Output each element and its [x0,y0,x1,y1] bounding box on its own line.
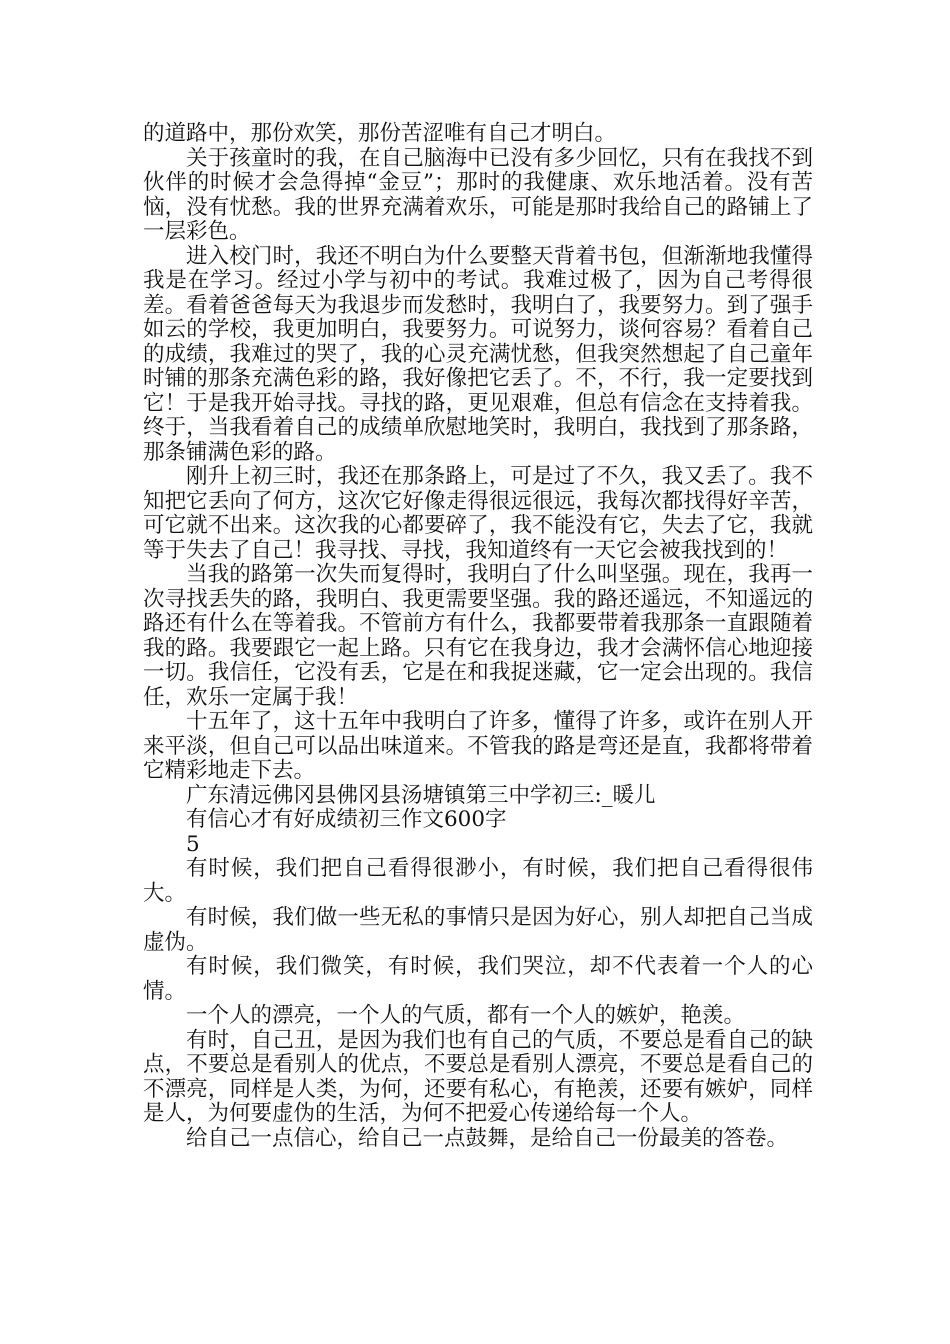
paragraph: 当我的路第一次失而复得时，我明白了什么叫坚强。现在，我再一次寻找丢失的路，我明白、我更需要坚强。我的路还遥远，不知遥远的路还有什么在等着我。不管前方有什么，我都要带着我那条一直跟随着我的路。我要跟它一起上路。只有它在我身边，我才会满怀信心地迎接一切。我信任，它没有丢，它是在和我捉迷藏，它一定会出现的。我信任，欢乐一定属于我！ [143,562,813,710]
author-line: 广东清远佛冈县佛冈县汤塘镇第三中学初三:_暖儿 [186,782,656,808]
paragraph: 的道路中，那份欢笑，那份苦涩唯有自己才明白。 [143,121,617,146]
paragraph: 十五年了，这十五年中我明白了许多，懂得了许多，或许在别人开来平淡，但自己可以品出味道来。不管我的路是弯还是直，我都将带着它精彩地走下去。 [143,709,813,783]
paragraph: 进入校门时，我还不明白为什么要整天背着书包，但渐渐地我懂得我是在学习。经过小学与初中的考试。我难过极了，因为自己考得很差。看着爸爸每天为我退步而发愁时，我明白了，我要努力。到了强手如云的学校，我更加明白，我要努力。可说努力，谈何容易？看着自己的成绩，我难过的哭了，我的心灵充满忧愁，但我突然想起了自己童年时铺的那条充满色彩的路，我好像把它丢了。不，不行，我一定要找到它！于是我开始寻找。寻找的路，更见艰难，但总有信念在支持着我。终于，当我看着自己的成绩单欣慰地笑时，我明白，我找到了那条路，那条铺满色彩的路。 [143,243,813,465]
paragraph: 刚升上初三时，我还在那条路上，可是过了不久，我又丢了。我不知把它丢向了何方，这次它好像走得很远很远，我每次都找得好辛苦，可它就不出来。这次我的心都要碎了，我不能没有它，失去了它，我就等于失去了自己！我寻找、寻找，我知道终有一天它会被我找到的！ [143,464,813,563]
paragraph: 一个人的漂亮，一个人的气质，都有一个人的嫉妒，艳羡。 [186,1003,746,1028]
paragraph: 有时候，我们把自己看得很渺小，有时候，我们把自己看得很伟大。 [143,856,813,906]
essay-title: 有信心才有好成绩初三作文600字 [186,807,507,832]
paragraph: 给自己一点信心，给自己一点鼓舞，是给自己一份最美的答卷。 [186,1125,789,1151]
paragraph: 有时，自己丑，是因为我们也有自己的气质，不要总是看自己的缺点，不要总是看别人的优点，不要总是看别人漂亮，不要总是看自己的不漂亮，同样是人类，为何，还要有私心，有艳羡，还要有嫉妒，同样是人，为何要虚伪的生活，为何不把爱心传递给每一个人。 [143,1027,813,1126]
paragraph: 关于孩童时的我，在自己脑海中已没有多少回忆，只有在我找不到伙伴的时候才会急得掉“金豆”；那时的我健康、欢乐地活着。没有苦恼，没有忧愁。我的世界充满着欢乐，可能是那时我给自己的路铺上了一层彩色。 [143,145,813,244]
essay-number: 5 [186,831,200,857]
paragraph: 有时候，我们微笑，有时候，我们哭泣，却不代表着一个人的心情。 [143,954,813,1004]
paragraph: 有时候，我们做一些无私的事情只是因为好心，别人却把自己当成虚伪。 [143,905,813,955]
document-page [143,122,813,1151]
